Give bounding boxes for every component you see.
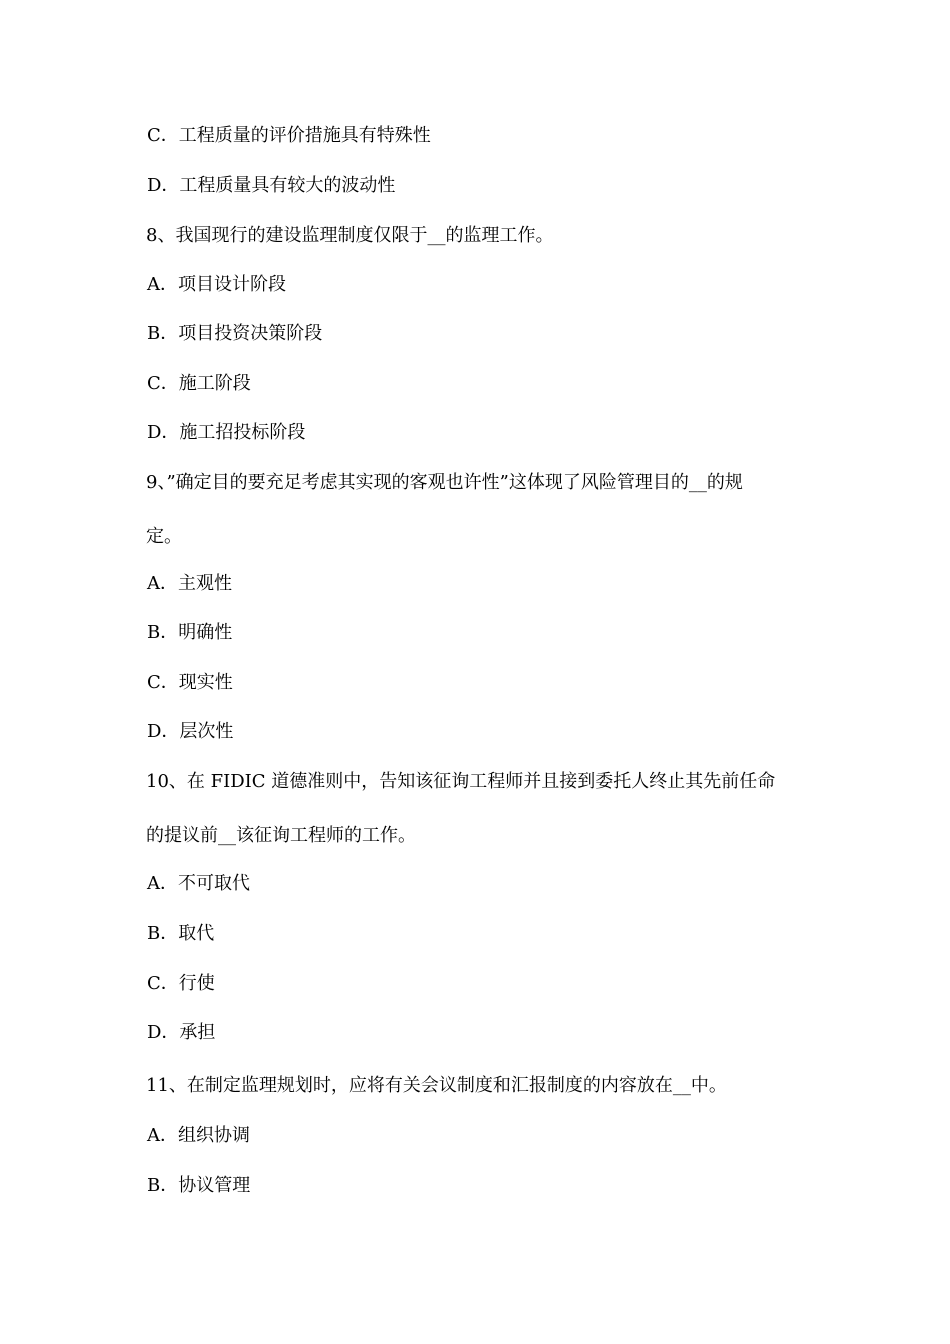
- option-b-q11: B．协议管理: [147, 1175, 251, 1196]
- option-b-q9: B．明确性: [147, 622, 233, 643]
- option-d-q9: D．层次性: [147, 721, 234, 742]
- option-d-q8: D．施工招投标阶段: [147, 422, 306, 443]
- option-b-q8: B．项目投资决策阶段: [147, 323, 323, 344]
- option-d-q10: D．承担: [147, 1022, 216, 1043]
- option-c-q9: C．现实性: [147, 672, 233, 693]
- option-a-q11: A．组织协调: [147, 1125, 250, 1146]
- option-b-q10: B．取代: [147, 923, 215, 944]
- question-9: 9、”确定目的要充足考虑其实现的客观也许性”这体现了风险管理目的__的规: [146, 472, 743, 493]
- question-11: 11、在制定监理规划时，应将有关会议制度和汇报制度的内容放在__中。: [146, 1075, 727, 1096]
- option-a-q8: A．项目设计阶段: [147, 274, 286, 295]
- option-a-q9: A．主观性: [147, 573, 232, 594]
- question-8: 8、我国现行的建设监理制度仅限于__的监理工作。: [146, 225, 554, 246]
- option-c-q8: C．施工阶段: [147, 373, 251, 394]
- option-c-q7: C．工程质量的评价措施具有特殊性: [147, 125, 431, 146]
- option-a-q10: A．不可取代: [147, 873, 250, 894]
- option-c-q10: C．行使: [147, 973, 215, 994]
- question-9-continued: 定。: [146, 526, 182, 547]
- option-d-q7: D．工程质量具有较大的波动性: [147, 175, 396, 196]
- question-10-continued: 的提议前__该征询工程师的工作。: [146, 825, 416, 846]
- question-10: 10、在 FIDIC 道德准则中，告知该征询工程师并且接到委托人终止其先前任命: [146, 771, 776, 792]
